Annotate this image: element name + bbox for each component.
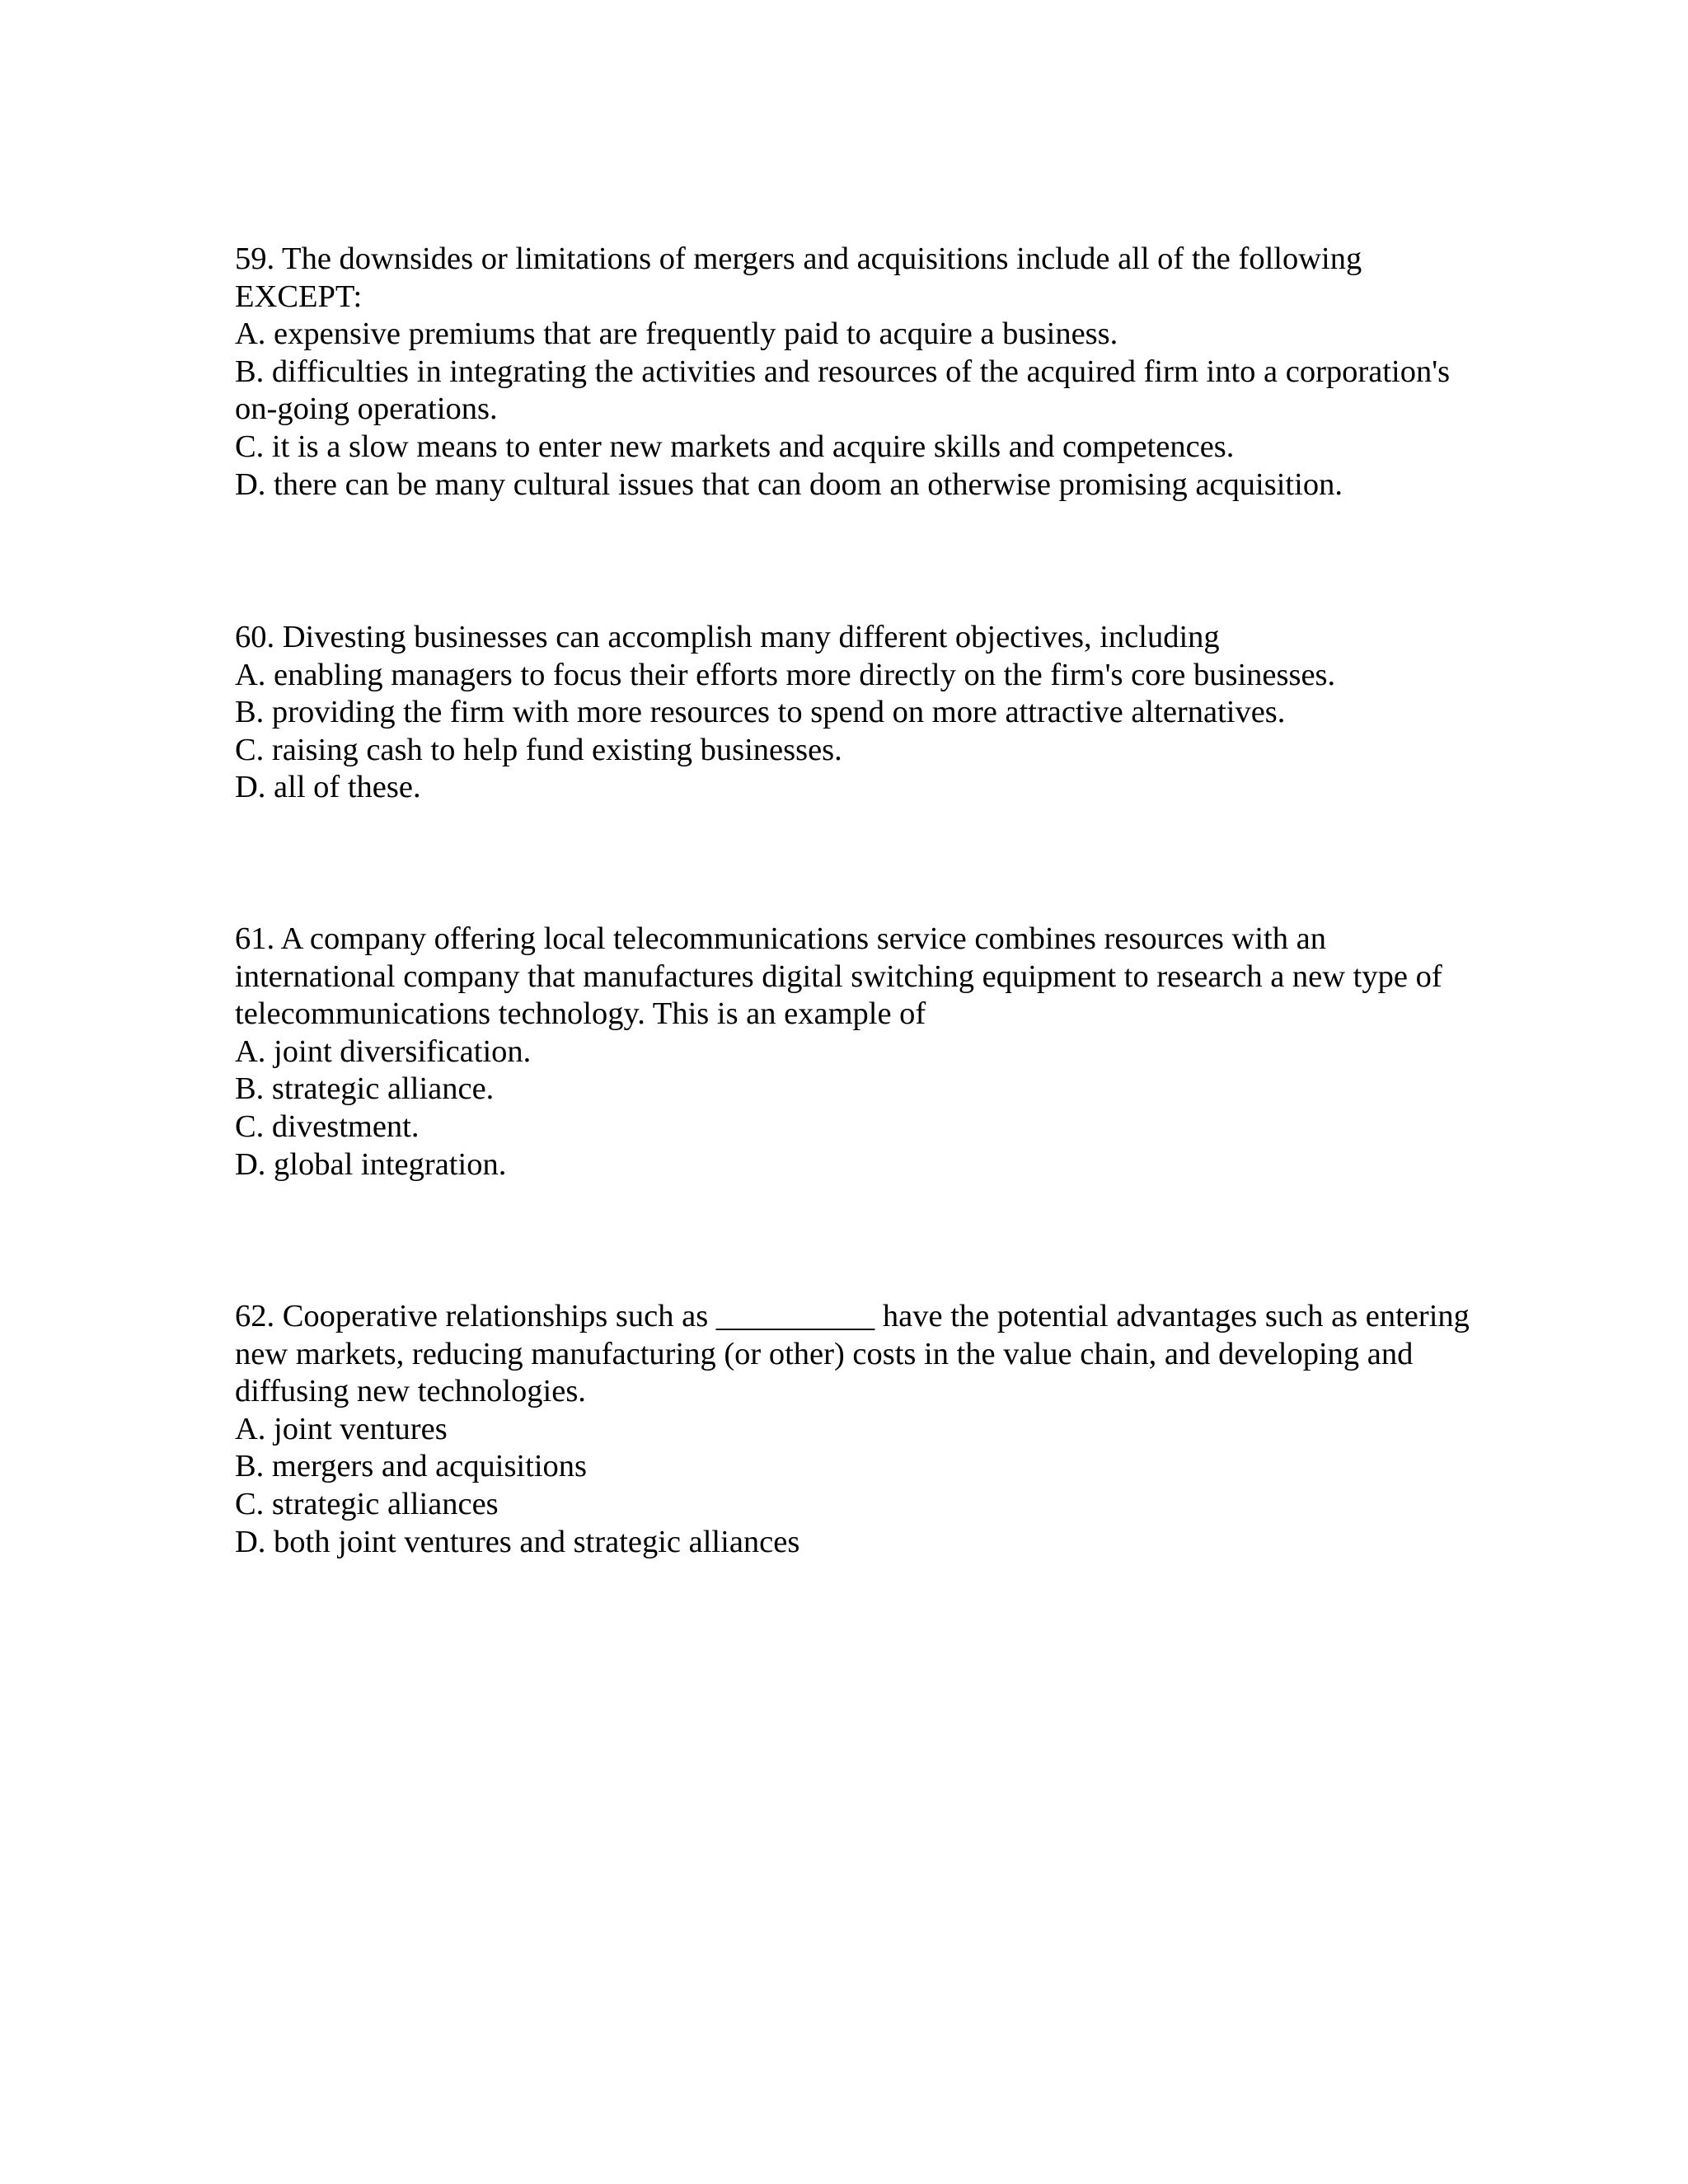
answer-option-d: D. there can be many cultural issues that can doom an otherwise promising acquisition.	[235, 466, 1343, 502]
answer-option-b: B. strategic alliance.	[235, 1071, 495, 1107]
answer-option-a: A. enabling managers to focus their efforts more directly on the firm's core businesses.	[235, 657, 1336, 692]
answer-option-a: A. expensive premiums that are frequently paid to acquire a business.	[235, 316, 1118, 352]
question-stem: 62. Cooperative relationships such as __________ have the potential advantages such as entering new markets, reducing manufacturing (or other) costs in the value chain, and developing and diffusing new technologies.	[235, 1299, 1470, 1409]
question-stem: 61. A company offering local telecommunications service combines resources with an international company that manufactures digital switching equipment to research a new type of telecommunications technology. This is an example of	[235, 921, 1442, 1032]
answer-option-b: B. providing the firm with more resources to spend on more attractive alternatives.	[235, 695, 1286, 730]
answer-option-d: D. global integration.	[235, 1146, 507, 1182]
question-62	[235, 1298, 1471, 1561]
question-60	[235, 619, 1471, 807]
question-stem: 59. The downsides or limitations of mergers and acquisitions include all of the following EXCEPT:	[235, 241, 1362, 314]
answer-option-a: A. joint ventures	[235, 1411, 448, 1446]
question-59	[235, 241, 1471, 504]
question-stem: 60. Divesting businesses can accomplish many different objectives, including	[235, 620, 1220, 654]
answer-option-c: C. raising cash to help fund existing businesses.	[235, 732, 842, 767]
answer-option-b: B. difficulties in integrating the activities and resources of the acquired firm into a corporation's on-going operations.	[235, 354, 1451, 427]
answer-option-d: D. both joint ventures and strategic alliances	[235, 1524, 800, 1559]
answer-option-c: C. strategic alliances	[235, 1486, 499, 1521]
answer-option-c: C. it is a slow means to enter new markets and acquire skills and competences.	[235, 429, 1235, 464]
answer-option-b: B. mergers and acquisitions	[235, 1449, 587, 1484]
answer-option-c: C. divestment.	[235, 1108, 420, 1144]
question-61	[235, 921, 1471, 1183]
answer-option-d: D. all of these.	[235, 770, 421, 805]
answer-option-a: A. joint diversification.	[235, 1033, 532, 1069]
